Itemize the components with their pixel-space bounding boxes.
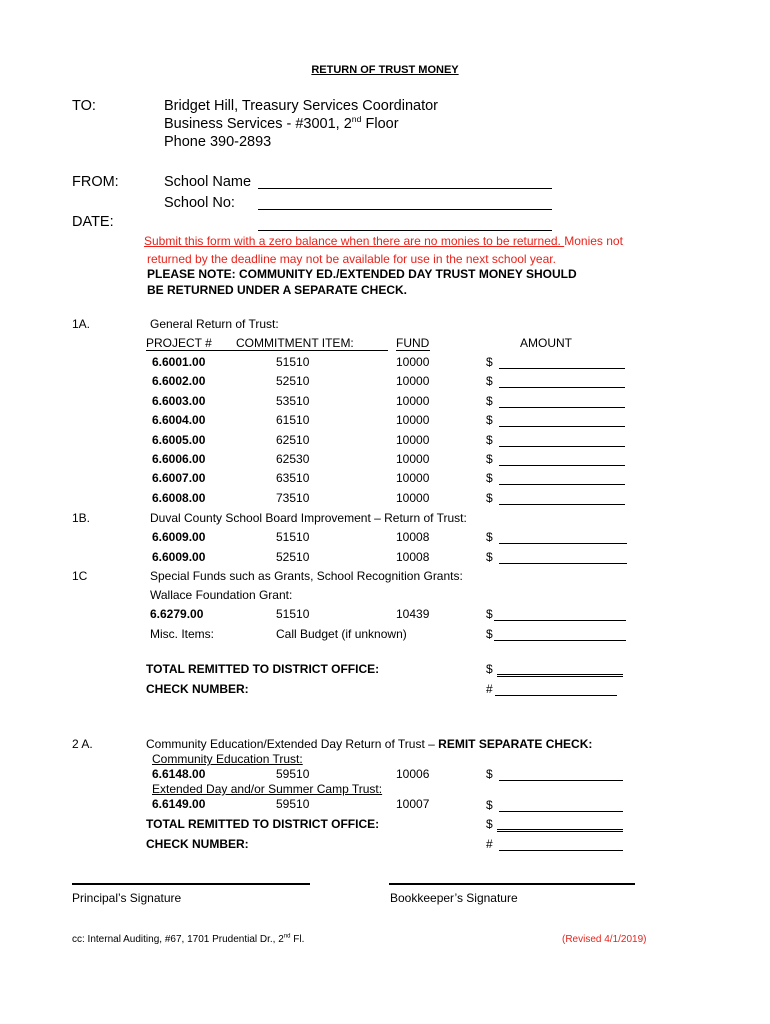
amount-field[interactable]: $ (486, 433, 625, 447)
section-1b-heading: Duval County School Board Improvement – Return of Trust: (150, 511, 467, 525)
fund-number: 10000 (396, 490, 430, 505)
commitment-item: 63510 (276, 471, 310, 486)
project-number: 6.6002.00 (152, 374, 206, 389)
project-number: 6.6007.00 (152, 471, 206, 486)
ext-day-commitment: 59510 (276, 797, 310, 811)
project-number: 6.6003.00 (152, 393, 206, 408)
notice-red-line-1: Submit this form with a zero balance when there are no monies to be returned. Monies not (144, 234, 623, 248)
comm-ed-heading: Community Education Trust: (152, 752, 303, 766)
commitment-item: 53510 (276, 393, 310, 408)
commitment-item: 73510 (276, 490, 310, 505)
amount-field[interactable]: $ (486, 530, 627, 544)
page-title: RETURN OF TRUST MONEY (311, 64, 459, 76)
principal-signature-label: Principal’s Signature (72, 891, 182, 905)
fund-number: 10000 (396, 432, 430, 447)
amount-field[interactable]: $ (486, 471, 625, 485)
project-number: 6.6004.00 (152, 413, 206, 428)
check-number-label: CHECK NUMBER: (146, 682, 249, 696)
misc-items-note: Call Budget (if unknown) (276, 627, 407, 641)
check-number-2a-field[interactable]: # (486, 837, 623, 851)
section-1a-label: 1A. (72, 317, 91, 331)
comm-ed-project: 6.6148.00 (152, 767, 206, 781)
commitment-item: 52510 (276, 374, 310, 389)
school-no-label: School No: (164, 195, 235, 211)
section-1b-label: 1B. (72, 511, 91, 525)
misc-amount-field[interactable]: $ (486, 627, 626, 641)
comm-ed-fund: 10006 (396, 767, 430, 781)
fund-number: 10008 (396, 530, 430, 544)
fund-number: 10000 (396, 471, 430, 486)
ext-day-amount-field[interactable]: $ (486, 798, 623, 812)
commitment-item: 51510 (276, 530, 310, 544)
section-2a-heading: Community Education/Extended Day Return of Trust – REMIT SEPARATE CHECK: (146, 737, 593, 751)
from-label: FROM: (72, 174, 119, 190)
notice-bold-line-2: BE RETURNED UNDER A SEPARATE CHECK. (147, 283, 408, 297)
ext-day-heading: Extended Day and/or Summer Camp Trust: (152, 782, 383, 796)
fund-number: 10008 (396, 549, 430, 564)
principal-signature-line[interactable] (72, 883, 310, 885)
to-label: TO: (72, 98, 96, 114)
grant-project: 6.6279.00 (150, 607, 204, 621)
commitment-item: 51510 (276, 355, 310, 369)
section-1a-heading: General Return of Trust: (150, 317, 279, 331)
comm-ed-commitment: 59510 (276, 767, 310, 781)
check-number-field[interactable]: # (486, 682, 617, 696)
commitment-item: 52510 (276, 549, 310, 564)
to-line-2: Business Services - #3001, 2nd Floor (164, 114, 399, 132)
commitment-item: 62510 (276, 432, 310, 447)
project-number: 6.6006.00 (152, 452, 206, 466)
amount-field[interactable]: $ (486, 413, 625, 427)
ext-day-fund: 10007 (396, 797, 430, 811)
project-number: 6.6009.00 (152, 549, 206, 564)
fund-header-underline (396, 350, 430, 351)
project-number: 6.6009.00 (152, 530, 206, 544)
grant-fund: 10439 (396, 607, 430, 621)
total-remitted-field[interactable] (497, 674, 623, 677)
project-number: 6.6005.00 (152, 432, 206, 447)
fund-number: 10000 (396, 413, 430, 428)
bookkeeper-signature-line[interactable] (389, 883, 635, 885)
column-header-commitment: COMMITMENT ITEM: (236, 336, 354, 350)
column-header-underline (146, 350, 388, 351)
total-remitted-2a-label: TOTAL REMITTED TO DISTRICT OFFICE: (146, 817, 380, 831)
date-field[interactable] (258, 230, 552, 231)
fund-number: 10000 (396, 374, 430, 389)
ext-day-project: 6.6149.00 (152, 797, 206, 811)
to-line-1: Bridget Hill, Treasury Services Coordinator (164, 98, 438, 114)
amount-field[interactable]: $ (486, 550, 627, 564)
amount-field[interactable]: $ (486, 491, 625, 505)
total-remitted-2a-symbol: $ (486, 817, 493, 831)
notice-red-line-2: returned by the deadline may not be available for use in the next school year. (147, 252, 556, 266)
amount-field[interactable]: $ (486, 355, 625, 369)
column-header-fund: FUND (396, 336, 430, 350)
total-remitted-2a-field[interactable] (497, 829, 623, 832)
section-1c-label: 1C (72, 569, 88, 583)
total-remitted-label: TOTAL REMITTED TO DISTRICT OFFICE: (146, 662, 380, 676)
school-name-field[interactable] (258, 188, 552, 189)
fund-number: 10000 (396, 393, 430, 408)
section-1c-subheading: Wallace Foundation Grant: (150, 588, 293, 602)
amount-field[interactable]: $ (486, 452, 625, 466)
grant-amount-field[interactable]: $ (486, 607, 626, 621)
section-1c-heading: Special Funds such as Grants, School Recognition Grants: (150, 569, 463, 583)
fund-number: 10000 (396, 355, 430, 369)
comm-ed-amount-field[interactable]: $ (486, 767, 623, 781)
project-number: 6.6008.00 (152, 490, 206, 505)
column-header-amount: AMOUNT (520, 336, 572, 350)
section-2a-label: 2 A. (72, 737, 93, 751)
notice-bold-line-1: PLEASE NOTE: COMMUNITY ED./EXTENDED DAY TRUST MONEY SHOULD (147, 267, 577, 281)
project-number: 6.6001.00 (152, 355, 206, 369)
revised-date: (Revised 4/1/2019) (562, 934, 647, 945)
amount-field[interactable]: $ (486, 374, 625, 388)
school-no-field[interactable] (258, 209, 552, 210)
amount-field[interactable]: $ (486, 394, 625, 408)
total-remitted-symbol: $ (486, 662, 493, 676)
date-label: DATE: (72, 214, 114, 230)
grant-commitment: 51510 (276, 607, 310, 621)
misc-items-label: Misc. Items: (150, 627, 215, 641)
column-header-project: PROJECT # (146, 336, 212, 350)
school-name-label: School Name (164, 174, 252, 190)
commitment-item: 62530 (276, 452, 310, 466)
cc-footer: cc: Internal Auditing, #67, 1701 Prudential Dr., 2nd Fl. (72, 933, 305, 945)
check-number-2a-label: CHECK NUMBER: (146, 837, 249, 851)
bookkeeper-signature-label: Bookkeeper’s Signature (390, 891, 518, 905)
fund-number: 10000 (396, 452, 430, 466)
commitment-item: 61510 (276, 413, 310, 428)
to-line-3: Phone 390-2893 (164, 134, 272, 150)
